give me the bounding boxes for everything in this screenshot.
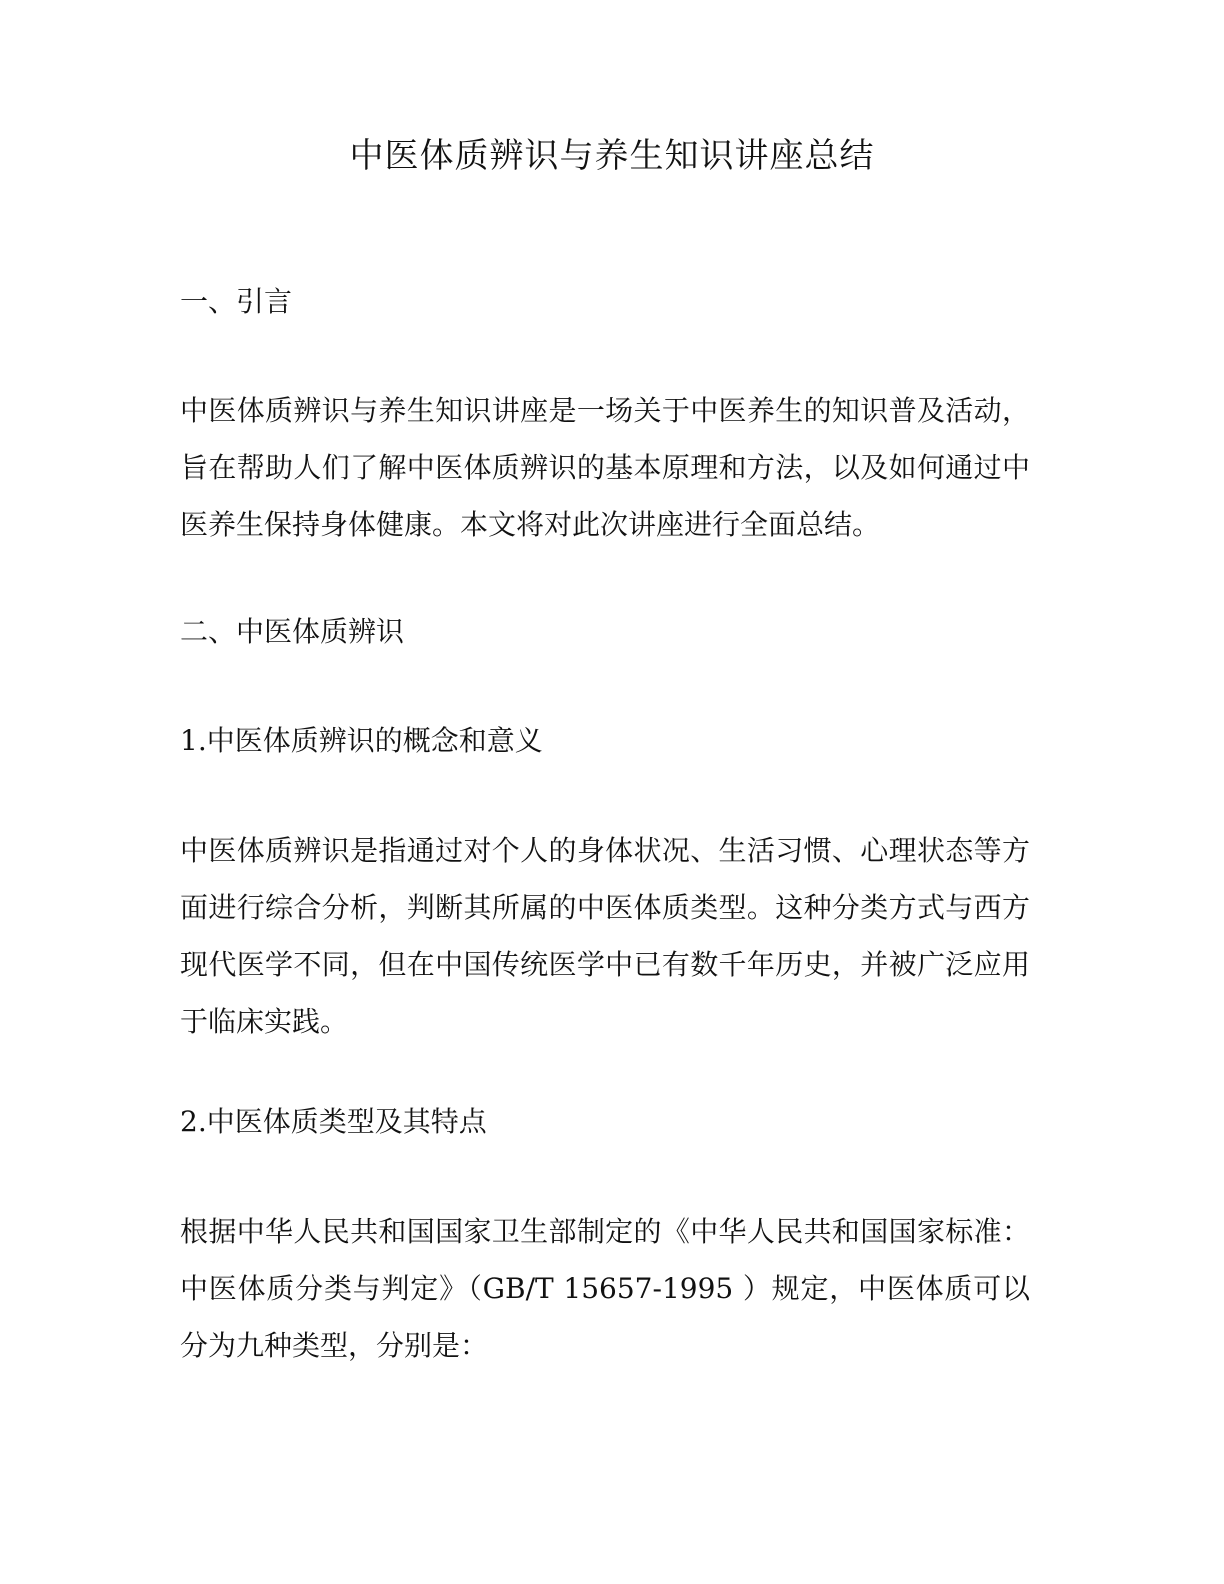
document-title: 中医体质辨识与养生知识讲座总结: [349, 136, 875, 176]
section-heading-tcm-constitution: 二、中医体质辨识: [180, 615, 405, 648]
subsection-heading-types: 2.中医体质类型及其特点: [180, 1105, 487, 1138]
section-heading-intro: 一、引言: [180, 285, 293, 318]
paragraph-intro: 中医体质辨识与养生知识讲座是一场关于中医养生的知识普及活动，旨在帮助人们了解中医体质辨识的基本原理和方法，以及如何通过中医养生保持身体健康。本文将对此次讲座进行全面总结。: [180, 394, 1030, 541]
paragraph-concept: 中医体质辨识是指通过对个人的身体状况、生活习惯、心理状态等方面进行综合分析，判断其所属的中医体质类型。这种分类方式与西方现代医学不同，但在中国传统医学中已有数千年历史，并被广泛应用于临床实践。: [180, 834, 1030, 1038]
paragraph-types: 根据中华人民共和国国家卫生部制定的《中华人民共和国国家标准：中医体质分类与判定》（GB/T 15657-1995 ）规定，中医体质可以分为九种类型，分别是：: [180, 1215, 1030, 1362]
subsection-heading-concept: 1.中医体质辨识的概念和意义: [180, 724, 543, 757]
